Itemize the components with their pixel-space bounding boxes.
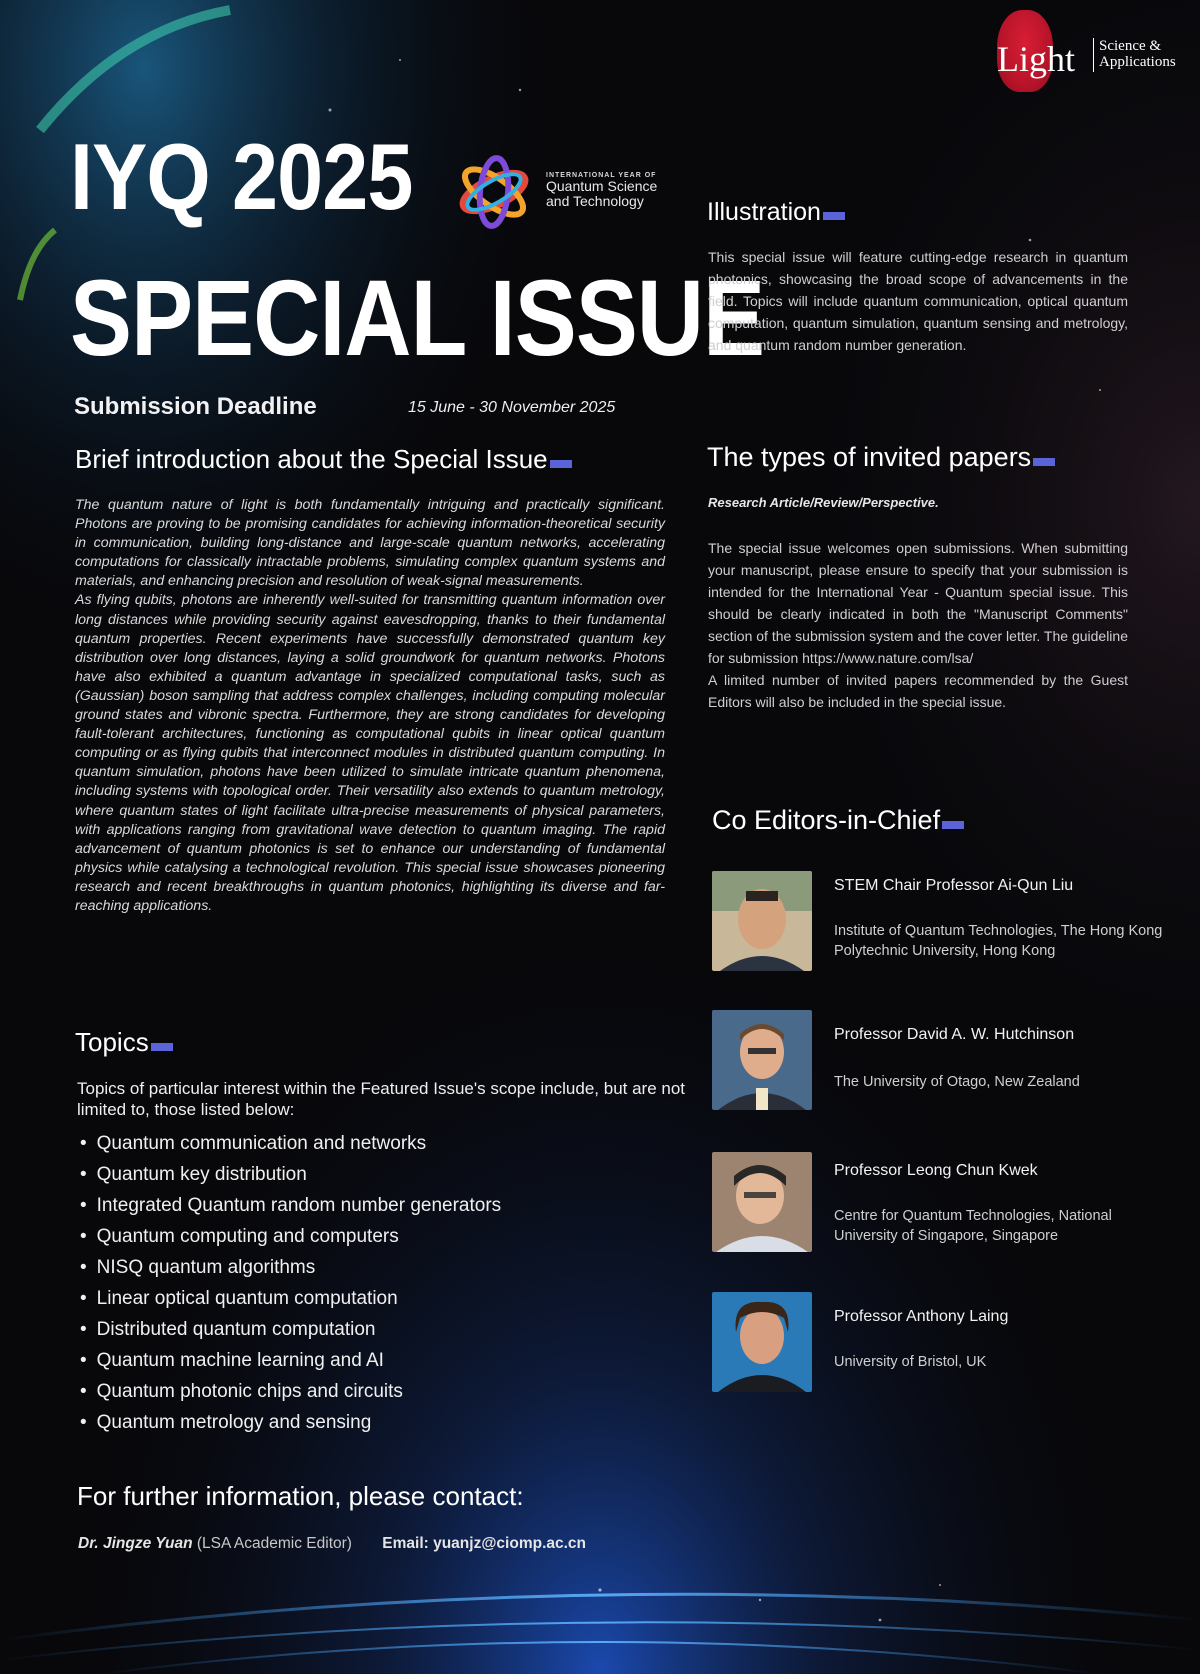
logo-subtitle [1093,38,1176,72]
list-item: • Quantum computing and computers [80,1221,501,1252]
topics-heading [75,1027,173,1058]
list-item: • Quantum communication and networks [80,1128,501,1159]
intro-paragraph-2: As flying qubits, photons are inherently well-suited for transmitting quantum information over long distances while providing security against eavesdropping, thanks to their fundamental quantum properties. Recent experiments have successfully demonstrated quantum key distribution over long distances, laying a solid groundwork for quantum networks. Photons have also exhibited a quantum advantage in specialized computational tasks, such as (Gaussian) boson sampling that address complex challenges, including computing molecular ground states and vibronic spectra. Furthermore, they are strong candidates for developing fault-tolerant architectures, functioning as computational qubits in linear optical quantum computing or as flying qubits that interconnect modules in distributed quantum computing. In quantum simulation, photons have been utilized to simulate intricate quantum phenomena, including systems with topological order. Their versatility also extends to quantum metrology, where quantum states of light facilitate ultra-precise measurements of physical parameters, with applications ranging from gravitational wave detection to quantum imaging. The rapid advancement of quantum photonics is set to enhance our understanding of fundamental physics while catalysing a technological revolution. This special issue showcases pioneering research and recent breakthroughs in quantum photonics, highlighting its diverse and far-reaching applications. [75,592,665,914]
editor-name: Professor David A. W. Hutchinson [834,1026,1075,1043]
list-item: • Linear optical quantum computation [80,1283,501,1314]
editors-heading-text: Co Editors-in-Chief [712,805,941,835]
contact-name: Dr. Jingze Yuan [78,1535,193,1552]
editor-affiliation: Institute of Quantum Technologies, The Hong Kong Polytechnic University, Hong Kong [834,923,1163,959]
topics-lead: Topics of particular interest within the Featured Issue's scope include, but are not limited to, those listed below: [77,1079,686,1119]
editor-name: STEM Chair Professor Ai-Qun Liu [834,877,1074,894]
intro-heading-text: Brief introduction about the Special Issue [75,444,548,474]
editor-photo [712,1292,812,1392]
intro-body [75,496,665,916]
logo-subtitle-line1: Science & [1099,38,1162,54]
list-item: • NISQ quantum algorithms [80,1252,501,1283]
iyq-emblem-icon [452,150,536,234]
intro-paragraph-1: The quantum nature of light is both fundamentally intriguing and practically significant. Photons are proving to be promising candidates for achieving information-theoretical security in communication, building long-distance and large-scale quantum networks, accelerating computations for classically intractable problems, simulating complex quantum systems and materials, and enhancing precision and resolution of weak-signal measurements. [75,497,665,590]
heading-accent-bar [942,821,964,829]
topics-heading-text: Topics [75,1027,149,1057]
editor-photo [712,1152,812,1252]
types-paragraph-2: A limited number of invited papers recommended by the Guest Editors will also be included in the special issue. [708,672,1128,710]
editor-card [712,1152,1182,1262]
deadline-dates: 15 June - 30 November 2025 [408,399,616,416]
editor-photo [712,1010,812,1110]
types-paragraph-1: The special issue welcomes open submissions. When submitting your manuscript, please ensure to specify that your submission is intended for the International Year - Quantum special issue. This should be clearly indicated in both the "Manuscript Comments" section of the submission system and the cover letter. The guideline for submission https://www.nature.com/lsa/ [708,540,1128,666]
iyq-small-caption: INTERNATIONAL YEAR OF [546,172,657,179]
editor-name: Professor Leong Chun Kwek [834,1162,1038,1179]
iyq-emblem-text [546,172,657,209]
intro-heading [75,444,572,475]
list-item: • Quantum key distribution [80,1159,501,1190]
logo-word: Light [997,39,1075,79]
editor-affiliation: The University of Otago, New Zealand [834,1074,1080,1090]
logo-subtitle-line2: Applications [1099,54,1176,70]
iyq-line1: Quantum Science [546,178,658,195]
types-heading-text: The types of invited papers [707,442,1032,472]
types-body [708,537,1128,713]
illustration-heading [707,198,845,227]
heading-accent-bar [823,212,845,220]
page-title-line1: IYQ 2025 [70,124,413,229]
illustration-body: This special issue will feature cutting-edge research in quantum photonics, showcasing the broad scope of advancements in the field. Topics will include quantum communication, optical quantum computation, quantum simulation, quantum sensing and metrology, and quantum random number generation. [708,249,1128,353]
page-title-line2: SPECIAL ISSUE [70,257,765,378]
list-item: • Quantum machine learning and AI [80,1345,501,1376]
editor-affiliation: Centre for Quantum Technologies, National University of Singapore, Singapore [834,1208,1112,1244]
editor-affiliation: University of Bristol, UK [834,1354,987,1370]
editor-card [712,871,1182,981]
journal-logo [985,10,1195,94]
editors-heading [712,805,964,836]
contact-line [78,1535,586,1553]
editor-card [712,1010,1182,1120]
contact-email: Email: yuanjz@ciomp.ac.cn [382,1535,587,1552]
list-item: • Distributed quantum computation [80,1314,501,1345]
topics-list [80,1128,501,1438]
editor-card [712,1292,1182,1402]
list-item: • Quantum metrology and sensing [80,1407,501,1438]
types-subheading: Research Article/Review/Perspective. [708,495,939,510]
heading-accent-bar [151,1043,173,1051]
iyq-line2: and Technology [546,193,644,210]
editor-photo [712,871,812,971]
heading-accent-bar [1033,458,1055,466]
contact-role: (LSA Academic Editor) [196,1535,352,1552]
deadline-label: Submission Deadline [74,393,317,420]
heading-accent-bar [550,460,572,468]
types-heading [707,442,1055,473]
list-item: • Integrated Quantum random number generators [80,1190,501,1221]
list-item: • Quantum photonic chips and circuits [80,1376,501,1407]
illustration-heading-text: Illustration [707,198,821,226]
editor-name: Professor Anthony Laing [834,1308,1009,1325]
contact-heading: For further information, please contact: [77,1481,524,1511]
